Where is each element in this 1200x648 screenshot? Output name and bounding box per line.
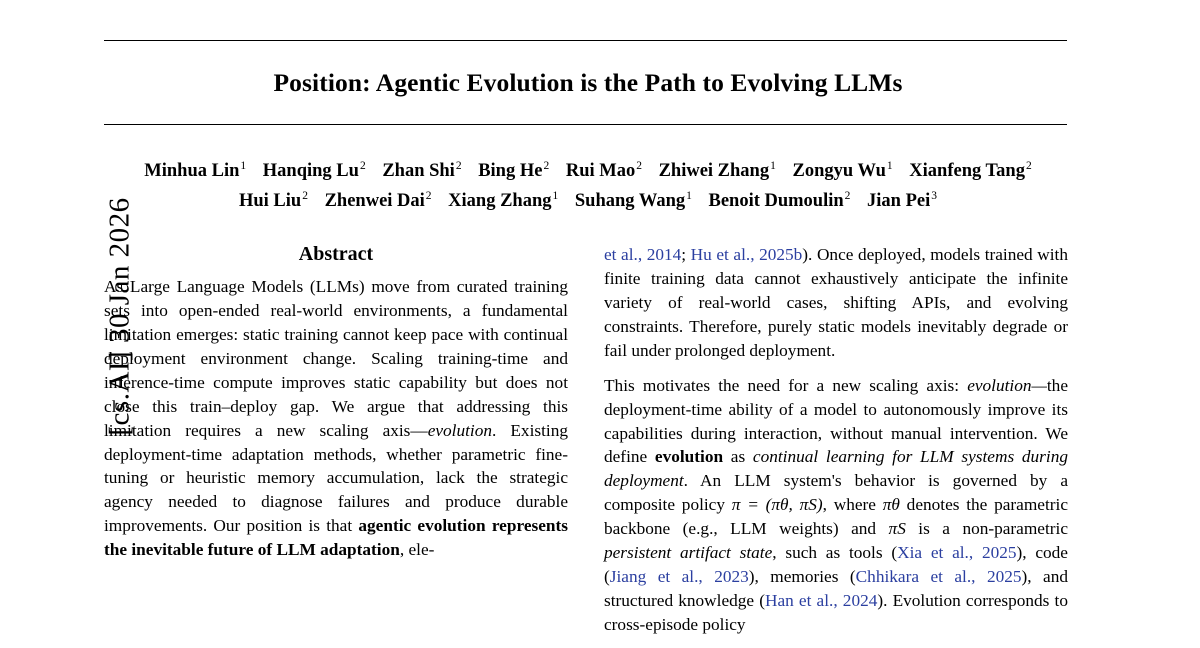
author: Xianfeng Tang$^2$: [909, 159, 1032, 181]
paper-page: [104, 0, 1072, 648]
p2-part-6: denotes the parametric backbone (e.g., LLM weights) and: [604, 495, 1068, 539]
two-column-body: [104, 243, 1072, 648]
abstract-text-prefix: As Large Language Models (LLMs) move from curated training sets into open-ended real-world environments, a fundamental limitation emerges: static training cannot keep pace with continual deployment environment change. Scaling training-time and inference-time compute improves static capability but does not close this train–deploy gap. We argue that addressing this limitation requires a new scaling axis—: [104, 276, 568, 440]
author: Jian Pei$^3$: [867, 189, 938, 211]
citation-link[interactable]: Han et al., 2024: [764, 591, 878, 611]
author-affiliation: 2: [1025, 159, 1032, 172]
arxiv-stamp: [0, 0, 136, 648]
author: Minhua Lin$^1$: [144, 159, 247, 181]
citation-link[interactable]: Chhikara et al., 2025: [855, 567, 1022, 587]
author-list: [104, 157, 1072, 217]
author: Hanqing Lu$^2$: [262, 159, 366, 181]
p2-part-1: This motivates the need for a new scaling axis:: [604, 375, 968, 395]
author-affiliation: 1: [240, 159, 247, 172]
abstract-italic-evolution: evolution: [427, 420, 492, 440]
p2-part-8: , such as tools (: [772, 543, 898, 563]
citation-separator: ;: [681, 244, 691, 264]
author: Bing He$^2$: [478, 159, 550, 181]
p2-part-10: ), memories (: [748, 567, 856, 587]
p2-math-pi-s: πS: [888, 519, 906, 539]
author: Zhan Shi$^2$: [382, 159, 462, 181]
p2-part-9: ), code (: [604, 543, 1068, 587]
p2-part-3: as: [723, 447, 753, 467]
body-paragraph-1: [604, 243, 1068, 363]
abstract-text-suffix: , ele-: [399, 540, 435, 560]
arxiv-stamp-text: [cs.AI] 30 Jan 2026: [103, 197, 136, 436]
paragraph-1-text: ). Once deployed, models trained with finite training data cannot exhaustively anticipate the infinite variety of real-world cases, shifting APIs, and evolving constraints. Therefore, purely static models inevitably degrade or fail under prolonged deployment.: [604, 244, 1068, 360]
p2-part-5: , where: [822, 495, 883, 515]
author-affiliation: 2: [359, 159, 366, 172]
abstract-text-mid: . Existing deployment-time adaptation methods, whether parametric fine-tuning or heuristic memory accumulation, lack the strategic agency needed to diagnose failures and produce durable improvements. Our position is that: [104, 420, 568, 536]
right-column: [604, 243, 1068, 648]
body-paragraph-2: [604, 374, 1068, 637]
p2-part-7: is a non-parametric: [905, 519, 1068, 539]
title-rule-bottom: [104, 124, 1067, 125]
author-affiliation: 3: [931, 189, 938, 202]
author-affiliation: 2: [636, 159, 642, 172]
citation-link[interactable]: Xia et al., 2025: [897, 543, 1017, 563]
author-affiliation: 2: [455, 159, 462, 172]
p2-italic-evolution: evolution—: [967, 375, 1047, 395]
author-line-1: [104, 157, 1072, 187]
author: Rui Mao$^2$: [565, 159, 642, 181]
author-affiliation: 1: [552, 189, 559, 202]
author-affiliation: 1: [770, 159, 776, 172]
author-line-2: [104, 187, 1072, 217]
author-affiliation: 2: [844, 189, 851, 202]
abstract-heading: Abstract: [298, 242, 374, 265]
citation-link[interactable]: Hu et al., 2025b: [690, 244, 803, 264]
citation-link[interactable]: Jiang et al., 2023: [609, 567, 749, 587]
p2-part-12: ). Evolution corresponds to cross-episode policy: [604, 591, 1068, 635]
author-affiliation: 2: [543, 159, 550, 172]
p2-part-4: . An LLM system's behavior is governed by a composite policy: [604, 471, 1068, 515]
p2-part-11: ), and structured knowledge (: [604, 567, 1068, 611]
author: Hui Liu$^2$: [238, 189, 308, 211]
p2-math-pi-theta: πθ: [882, 495, 900, 515]
author-affiliation: 1: [886, 159, 893, 172]
author-affiliation: 2: [425, 189, 432, 202]
p2-italic-definition: continual learning for LLM systems during deployment: [604, 447, 1068, 491]
author: Suhang Wang$^1$: [574, 189, 692, 211]
left-column: [104, 243, 568, 648]
abstract-bold-claim: agentic evolution represents the inevitable future of LLM adaptation: [104, 516, 568, 560]
author: Xiang Zhang$^1$: [448, 189, 559, 211]
author-affiliation: 1: [686, 189, 692, 202]
author-affiliation: 2: [302, 189, 308, 202]
p2-part-2: the deployment-time ability of a model to autonomously improve its capabilities during interaction, without manual intervention. We define: [604, 375, 1068, 467]
p2-math-policy: π = (πθ, πS): [731, 495, 823, 515]
citation-link[interactable]: et al., 2014: [604, 244, 682, 264]
author: Benoit Dumoulin$^2$: [708, 189, 851, 211]
p2-italic-artifact-state: persistent artifact state: [604, 543, 773, 563]
author: Zhiwei Zhang$^1$: [658, 159, 776, 181]
author: Zongyu Wu$^1$: [792, 159, 893, 181]
p2-bold-evolution: evolution: [654, 447, 724, 467]
author: Zhenwei Dai$^2$: [324, 189, 432, 211]
page-title: Position: Agentic Evolution is the Path to Evolving LLMs: [273, 68, 903, 97]
abstract-paragraph: [104, 275, 568, 562]
